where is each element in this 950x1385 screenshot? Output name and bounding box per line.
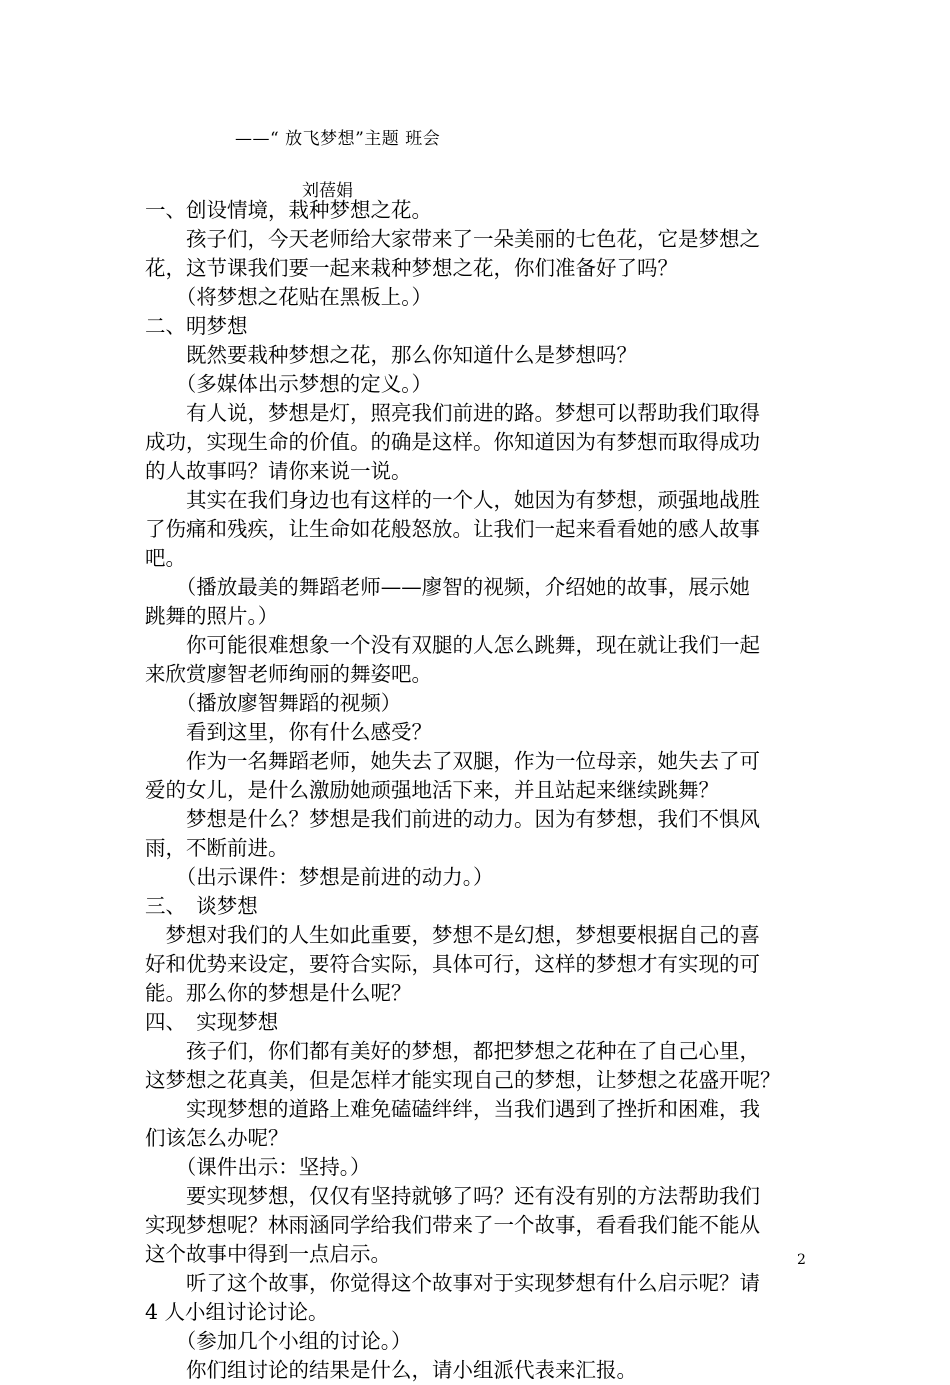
author-name: 刘蓓娟	[302, 181, 353, 201]
paragraph-line: 有人说，梦想是灯，照亮我们前进的路。梦想可以帮助我们取得	[145, 401, 760, 425]
paragraph-line: 4 人小组讨论讨论。	[145, 1300, 329, 1324]
paragraph-line: 作为一名舞蹈老师，她失去了双腿，作为一位母亲，她失去了可	[145, 749, 760, 773]
paragraph-line: 其实在我们身边也有这样的一个人，她因为有梦想，顽强地战胜	[145, 488, 760, 512]
paragraph-line: 既然要栽种梦想之花，那么你知道什么是梦想吗？	[145, 343, 637, 367]
paragraph-line: 孩子们，你们都有美好的梦想，都把梦想之花种在了自己心里，	[145, 1039, 760, 1063]
paragraph-line: 跳舞的照片。）	[145, 604, 279, 628]
document-subtitle: ——“ 放飞梦想”主题 班会	[235, 129, 441, 149]
paragraph-line: 了伤痛和残疾，让生命如花般怒放。让我们一起来看看她的感人故事	[145, 517, 760, 541]
paragraph-line: 好和优势来设定，要符合实际，具体可行，这样的梦想才有实现的可	[145, 952, 760, 976]
paragraph-line: 看到这里，你有什么感受？	[145, 720, 432, 744]
paragraph-line: 你可能很难想象一个没有双腿的人怎么跳舞，现在就让我们一起	[145, 633, 760, 657]
paragraph-line: 二、明梦想	[145, 314, 248, 338]
paragraph-line: 能。那么你的梦想是什么呢？	[145, 981, 412, 1005]
paragraph-line: 成功，实现生命的价值。的确是这样。你知道因为有梦想而取得成功	[145, 430, 760, 454]
paragraph-line: （参加几个小组的讨论。）	[145, 1329, 412, 1353]
paragraph-line: （出示课件：梦想是前进的动力。）	[145, 865, 494, 889]
paragraph-line: 你们组讨论的结果是什么，请小组派代表来汇报。	[145, 1358, 637, 1382]
paragraph-line: 雨，不断前进。	[145, 836, 289, 860]
paragraph-line: 听了这个故事，你觉得这个故事对于实现梦想有什么启示呢？请	[145, 1271, 760, 1295]
paragraph-line: 实现梦想的道路上难免磕磕绊绊，当我们遇到了挫折和困难，我	[145, 1097, 760, 1121]
paragraph-line: 要实现梦想，仅仅有坚持就够了吗？还有没有别的方法帮助我们	[145, 1184, 760, 1208]
paragraph-line: 孩子们，今天老师给大家带来了一朵美丽的七色花，它是梦想之	[145, 227, 760, 251]
page-number: 2	[797, 1252, 806, 1268]
paragraph-line: 吧。	[145, 546, 186, 570]
paragraph-line: 三、 谈梦想	[145, 894, 258, 918]
paragraph-line: （多媒体出示梦想的定义。）	[145, 372, 432, 396]
paragraph-line: 这个故事中得到一点启示。	[145, 1242, 391, 1266]
paragraph-line: 爱的女儿，是什么激励她顽强地活下来，并且站起来继续跳舞？	[145, 778, 719, 802]
paragraph-line: 梦想对我们的人生如此重要，梦想不是幻想，梦想要根据自己的喜	[145, 923, 760, 947]
paragraph-line: 四、 实现梦想	[145, 1010, 279, 1034]
paragraph-line: 来欣赏廖智老师绚丽的舞姿吧。	[145, 662, 432, 686]
paragraph-line: 的人故事吗？请你来说一说。	[145, 459, 412, 483]
paragraph-line: 这梦想之花真美，但是怎样才能实现自己的梦想，让梦想之花盛开呢？	[145, 1068, 781, 1092]
paragraph-line: （将梦想之花贴在黑板上。）	[145, 285, 432, 309]
paragraph-line: 梦想是什么？梦想是我们前进的动力。因为有梦想，我们不惧风	[145, 807, 760, 831]
paragraph-line: 实现梦想呢？林雨涵同学给我们带来了一个故事，看看我们能不能从	[145, 1213, 760, 1237]
document-body	[145, 196, 805, 1385]
paragraph-line: 们该怎么办呢？	[145, 1126, 289, 1150]
paragraph-line: 一、创设情境，栽种梦想之花。	[145, 198, 432, 222]
paragraph-line: （播放最美的舞蹈老师——廖智的视频，介绍她的故事，展示她	[145, 575, 750, 599]
paragraph-line: （课件出示：坚持。）	[145, 1155, 371, 1179]
paragraph-line: 花，这节课我们要一起来栽种梦想之花，你们准备好了吗？	[145, 256, 678, 280]
paragraph-line: （播放廖智舞蹈的视频）	[145, 691, 402, 715]
